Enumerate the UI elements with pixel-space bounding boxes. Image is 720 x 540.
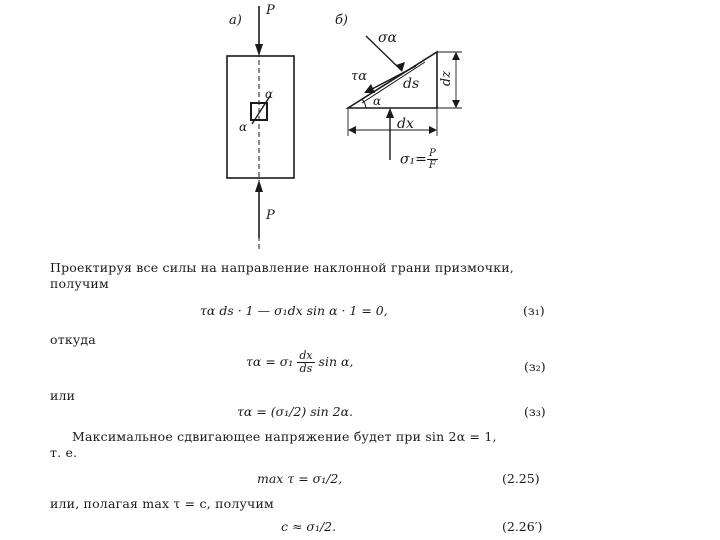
load-label-bottom: P bbox=[266, 208, 275, 223]
sigma1-label bbox=[400, 148, 438, 171]
equation-3: τα = (σ₁/2) sin 2α. bbox=[237, 404, 354, 419]
bar-outline bbox=[227, 56, 294, 178]
equation-2-fraction bbox=[297, 350, 314, 375]
equation-4: max τ = σ₁/2, bbox=[257, 471, 343, 486]
alpha-label: α bbox=[373, 94, 382, 108]
paragraph-1-line-2: получим bbox=[50, 276, 109, 291]
equation-2-rhs: sin α, bbox=[318, 354, 354, 370]
equation-2-den: ds bbox=[299, 362, 313, 376]
frac-den: F bbox=[428, 160, 436, 171]
equation-4-number: (2.25) bbox=[502, 471, 540, 486]
dz-label: dz bbox=[439, 70, 455, 87]
figure bbox=[0, 0, 720, 255]
angle-label-a1: α bbox=[265, 87, 274, 101]
panel-b-tag: б) bbox=[335, 13, 349, 28]
word-otkuda: откуда bbox=[50, 332, 96, 347]
equation-2 bbox=[246, 350, 353, 375]
sigma1-symbol: σ₁ bbox=[400, 151, 416, 168]
load-label-top: P bbox=[266, 3, 275, 18]
ds-label: ds bbox=[403, 76, 420, 92]
p-over-f bbox=[427, 148, 438, 171]
tau-alpha-label: τα bbox=[351, 69, 367, 84]
equation-2-lhs: τα = σ₁ bbox=[246, 354, 294, 370]
figure-drawing bbox=[0, 0, 720, 255]
dx-label: dx bbox=[397, 116, 414, 132]
paragraph-2-line-1: Максимальное сдвигающее напряжение будет при sin 2α = 1, bbox=[72, 429, 497, 444]
equation-1-number: (з₁) bbox=[523, 303, 545, 318]
word-ili-1: или bbox=[50, 388, 76, 403]
equation-5: c ≈ σ₁/2. bbox=[281, 519, 337, 534]
equation-5-number: (2.26′) bbox=[502, 519, 543, 534]
equals-sign: = bbox=[415, 151, 427, 168]
equation-2-num: dx bbox=[299, 349, 313, 362]
equation-2-number: (з₂) bbox=[524, 359, 546, 374]
paragraph-2-line-2: т. е. bbox=[50, 445, 78, 460]
equation-3-number: (з₃) bbox=[524, 404, 546, 419]
sigma-alpha-label: σα bbox=[378, 30, 398, 46]
frac-num: P bbox=[427, 148, 438, 160]
angle-label-a2: α bbox=[239, 120, 248, 134]
equation-1: τα ds · 1 — σ₁dx sin α · 1 = 0, bbox=[200, 303, 388, 318]
paragraph-3: или, полагая max τ = c, получим bbox=[50, 496, 274, 511]
paragraph-1-line-1: Проектируя все силы на направление наклонной грани призмочки, bbox=[50, 260, 514, 275]
panel-a-tag: а) bbox=[229, 13, 242, 28]
